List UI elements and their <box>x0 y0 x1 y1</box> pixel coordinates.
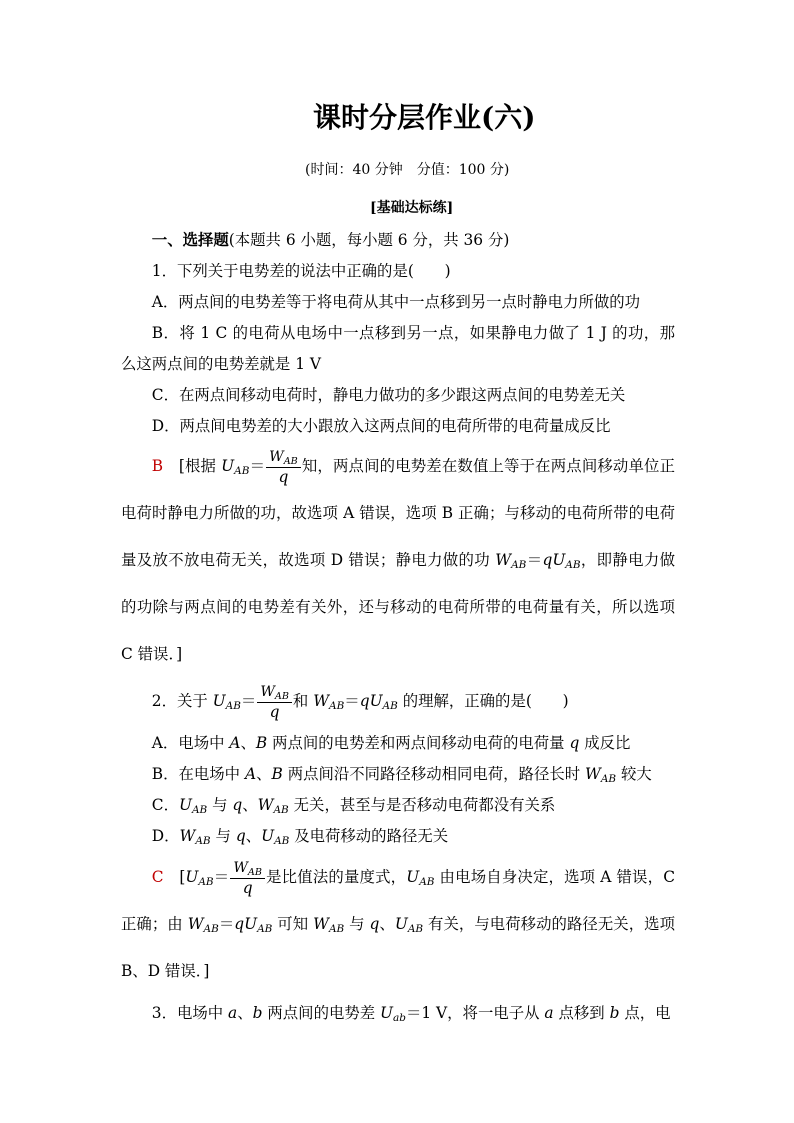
text-run: ，即静电力做的功除与两点间的电势差有关外，还与移动的电荷所带的电荷量有关，所以选项 C 错误．] <box>121 551 675 663</box>
time-and-score-info: (时间：40 分钟 分值：100 分) <box>305 162 510 178</box>
fraction-numerator <box>266 449 301 468</box>
question-1-answer <box>121 443 675 678</box>
answer-letter: B <box>151 457 164 475</box>
variable-symbol: q <box>359 692 370 710</box>
math-variable <box>270 703 280 721</box>
variable-symbol: U <box>394 915 408 933</box>
question-2 <box>121 678 675 724</box>
math-variable <box>394 915 424 936</box>
variable-subscript: AB <box>203 923 219 936</box>
variable-symbol: U <box>369 692 383 710</box>
text-run: 两点间沿不同路径移动相同电荷，路径长时 <box>282 765 586 783</box>
variable-symbol: W <box>257 796 274 814</box>
answer-letter: C <box>151 868 164 886</box>
variable-subscript: AB <box>419 876 435 889</box>
math-variable <box>360 692 370 710</box>
variable-symbol: U <box>212 692 226 710</box>
text-run: 与 <box>210 827 236 845</box>
variable-subscript: AB <box>195 835 211 848</box>
text-run: 无关，甚至与是否移动电荷都没有关系 <box>288 796 556 814</box>
bold-text-run: 一、选择题 <box>151 231 229 249</box>
math-variable <box>253 1004 263 1022</box>
text-run: B．将 1 C 的电荷从电场中一点移到另一点，如果静电力做了 1 J 的功，那么这两点间的电势差就是 1 V <box>121 324 675 373</box>
question-1-option-c <box>121 380 675 411</box>
variable-symbol: q <box>232 796 243 814</box>
text-run: 和 <box>292 692 314 710</box>
variable-subscript: AB <box>382 700 398 713</box>
text-run: 、 <box>240 734 256 752</box>
text-run: ＝ <box>526 551 543 569</box>
variable-symbol: U <box>552 551 566 569</box>
math-variable <box>370 915 380 933</box>
variable-subscript: AB <box>274 835 290 848</box>
variable-symbol: a <box>228 1004 238 1022</box>
variable-symbol: U <box>380 1004 394 1022</box>
variable-subscript: AB <box>225 700 241 713</box>
variable-symbol: W <box>233 859 248 876</box>
variable-symbol: W <box>313 915 329 933</box>
text-run: ＝1 V，将一电子从 <box>405 1004 545 1022</box>
variable-symbol: A <box>229 734 241 752</box>
variable-symbol: q <box>242 878 253 897</box>
text-run: 2．关于 <box>151 692 213 710</box>
fraction-numerator <box>230 860 265 879</box>
text-run: 3．电场中 <box>151 1004 229 1022</box>
variable-symbol: W <box>179 827 196 845</box>
variable-symbol: b <box>252 1004 263 1022</box>
text-run: C．在两点间移动电荷时，静电力做功的多少跟这两点间的电势差无关 <box>151 386 626 404</box>
variable-symbol: q <box>569 734 580 752</box>
variable-subscript: AB <box>407 923 424 936</box>
math-variable <box>243 879 253 897</box>
text-run: 成反比 <box>579 734 631 752</box>
math-variable <box>185 868 214 889</box>
question-2-option-d <box>121 821 675 852</box>
text-run: ＝ <box>213 868 230 886</box>
text-run: 、 <box>379 915 395 933</box>
text-run: A．电场中 <box>151 734 230 752</box>
math-variable <box>232 796 242 814</box>
text-run: ＝ <box>218 915 235 933</box>
variable-symbol: W <box>313 692 330 710</box>
text-run: 较大 <box>616 765 652 783</box>
variable-subscript: AB <box>274 690 289 702</box>
text-run: 可知 <box>272 915 314 933</box>
math-variable <box>256 734 267 752</box>
variable-symbol: W <box>585 765 601 783</box>
math-variable <box>260 684 289 700</box>
text-run: D． <box>151 827 180 845</box>
math-variable <box>278 468 288 486</box>
variable-subscript: AB <box>257 923 273 936</box>
question-1 <box>121 256 675 287</box>
text-run: 、 <box>237 1004 253 1022</box>
variable-subscript: AB <box>234 465 250 478</box>
text-run: A．两点间的电势差等于将电荷从其中一点移到另一点时静电力所做的功 <box>151 293 641 311</box>
question-2-option-a <box>121 728 675 759</box>
math-variable <box>234 915 244 933</box>
variable-subscript: AB <box>198 876 214 889</box>
variable-subscript: AB <box>329 700 345 713</box>
text-run: 1．下列关于电势差的说法中正确的是( ) <box>151 262 451 280</box>
section-label: [基础达标练] <box>370 200 454 216</box>
variable-subscript: ab <box>393 1012 406 1025</box>
variable-symbol: q <box>278 467 289 486</box>
variable-symbol: q <box>234 915 245 933</box>
question-2-option-c <box>121 790 675 821</box>
variable-subscript: AB <box>511 559 527 572</box>
math-variable <box>236 827 246 845</box>
variable-symbol: b <box>609 1004 620 1022</box>
fraction <box>266 449 301 486</box>
variable-subscript: AB <box>273 804 289 817</box>
question-2-answer <box>121 854 675 995</box>
question-1-option-b <box>121 318 675 380</box>
variable-subscript: AB <box>565 559 581 572</box>
math-variable <box>244 915 273 936</box>
math-variable <box>406 868 435 889</box>
variable-symbol: U <box>244 915 258 933</box>
text-run: 、 <box>242 796 258 814</box>
math-variable <box>229 734 240 752</box>
text-run: ＝ <box>240 692 257 710</box>
math-variable <box>569 734 579 752</box>
variable-subscript: AB <box>191 804 208 817</box>
variable-symbol: U <box>261 827 275 845</box>
variable-symbol: q <box>269 702 280 721</box>
text-run: [ <box>163 868 186 886</box>
variable-symbol: q <box>369 915 380 933</box>
math-variable <box>313 692 345 713</box>
math-variable <box>257 796 289 817</box>
text-run: 与 <box>344 915 370 933</box>
math-variable <box>187 915 219 936</box>
question-1-option-a <box>121 287 675 318</box>
math-variable <box>495 551 527 572</box>
text-run: C． <box>151 796 179 814</box>
variable-symbol: W <box>260 683 275 700</box>
text-run: 、 <box>256 765 272 783</box>
variable-symbol: W <box>269 448 284 465</box>
part-heading <box>121 225 675 256</box>
variable-symbol: q <box>542 551 553 569</box>
variable-symbol: q <box>235 827 246 845</box>
question-2-option-b <box>121 759 675 790</box>
math-variable <box>179 827 211 848</box>
variable-subscript: AB <box>247 866 262 878</box>
text-run: 有关，与电荷移动的路径无关，选项 B、D 错误．] <box>121 915 675 980</box>
math-variable <box>228 1004 237 1022</box>
variable-symbol: A <box>244 765 257 783</box>
text-run: 知，两点间的电势差在数值上等于在两点间移动单位正电荷时静电力所做的功，故选项 A 错误，选项 B 正确；与移动的电荷所带的电荷量及放不放电荷无关，故选项 D 错误；静电力做的功 <box>121 457 675 569</box>
text-run: D．两点间电势差的大小跟放入这两点间的电荷所带的电荷量成反比 <box>151 417 611 435</box>
variable-symbol: U <box>406 868 420 886</box>
text-run: 及电荷移动的路径无关 <box>289 827 449 845</box>
math-variable <box>221 457 250 478</box>
variable-subscript: AB <box>328 923 345 936</box>
fraction-denominator <box>266 468 301 486</box>
fraction-numerator <box>257 684 292 703</box>
variable-symbol: U <box>221 457 235 475</box>
text-run: (本题共 6 小题，每小题 6 分，共 36 分) <box>228 231 510 249</box>
math-variable <box>369 692 398 713</box>
math-variable <box>542 551 552 569</box>
math-variable <box>585 765 617 786</box>
math-variable <box>271 765 282 783</box>
variable-symbol: W <box>495 551 512 569</box>
math-variable <box>245 765 256 783</box>
question-3 <box>121 998 675 1029</box>
document-body <box>121 225 675 1029</box>
variable-symbol: a <box>544 1004 554 1022</box>
text-run: 点移到 <box>553 1004 610 1022</box>
math-variable <box>261 827 290 848</box>
text-run: 两点间的电势差和两点间移动电荷的电荷量 <box>267 734 570 752</box>
text-run: 是比值法的量度式， <box>265 868 407 886</box>
text-run: 点，电 <box>619 1004 671 1022</box>
fraction-denominator <box>230 879 265 897</box>
variable-symbol: U <box>178 796 192 814</box>
text-run: [根据 <box>163 457 222 475</box>
text-run: 由电场自身决定，选项 A 错误，C 正确；由 <box>121 868 675 933</box>
variable-subscript: AB <box>283 455 298 467</box>
text-run: ＝ <box>344 692 360 710</box>
math-variable <box>552 551 581 572</box>
math-variable <box>610 1004 620 1022</box>
text-run: ＝ <box>249 457 266 475</box>
text-run: 的理解，正确的是( ) <box>397 692 569 710</box>
variable-symbol: B <box>255 734 268 752</box>
page-title: 课时分层作业(六) <box>313 101 536 134</box>
fraction-denominator <box>257 703 292 721</box>
text-run: 与 <box>207 796 233 814</box>
math-variable <box>233 860 262 876</box>
text-run: B．在电场中 <box>151 765 245 783</box>
math-variable <box>212 692 241 713</box>
math-variable <box>544 1004 553 1022</box>
question-1-option-d <box>121 411 675 442</box>
text-run: 、 <box>245 827 262 845</box>
math-variable <box>313 915 345 936</box>
fraction <box>257 684 292 721</box>
math-variable <box>178 796 208 817</box>
variable-symbol: U <box>185 868 199 886</box>
math-variable <box>380 1004 406 1025</box>
math-variable <box>269 449 298 465</box>
fraction <box>230 860 265 897</box>
variable-subscript: AB <box>600 773 617 786</box>
variable-symbol: B <box>271 765 283 783</box>
text-run: 两点间的电势差 <box>262 1004 381 1022</box>
variable-symbol: W <box>187 915 204 933</box>
